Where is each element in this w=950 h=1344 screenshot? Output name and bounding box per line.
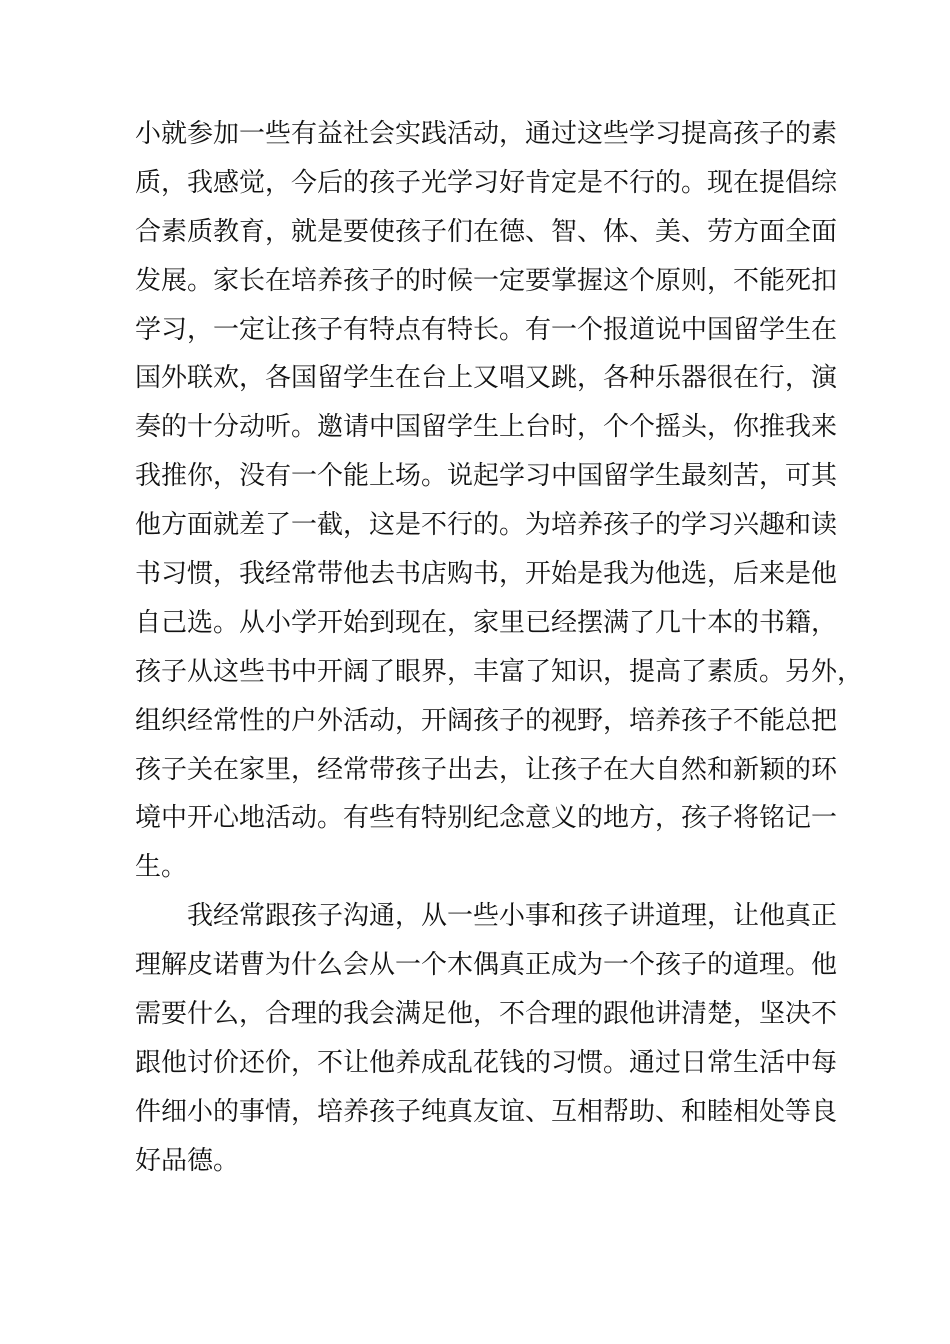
text-line: 合素质教育，就是要使孩子们在德、智、体、美、劳方面全面 bbox=[135, 216, 838, 247]
text-line: 我推你，没有一个能上场。说起学习中国留学生最刻苦，可其 bbox=[135, 461, 838, 492]
text-line: 国外联欢，各国留学生在台上又唱又跳，各种乐器很在行，演 bbox=[135, 363, 838, 394]
text-line: 件细小的事情，培养孩子纯真友谊、互相帮助、和睦相处等良 bbox=[135, 1096, 838, 1127]
text-line: 理解皮诺曹为什么会从一个木偶真正成为一个孩子的道理。他 bbox=[135, 950, 838, 981]
text-line: 孩子关在家里，经常带孩子出去，让孩子在大自然和新颖的环 bbox=[135, 754, 838, 785]
text-line: 我经常跟孩子沟通，从一些小事和孩子讲道理，让他真正 bbox=[187, 901, 838, 932]
text-line: 发展。家长在培养孩子的时候一定要掌握这个原则，不能死扣 bbox=[135, 265, 838, 296]
document-body bbox=[135, 110, 864, 1186]
text-line: 学习，一定让孩子有特点有特长。有一个报道说中国留学生在 bbox=[135, 314, 838, 345]
text-line: 自己选。从小学开始到现在，家里已经摆满了几十本的书籍， bbox=[135, 607, 838, 638]
text-line: 组织经常性的户外活动，开阔孩子的视野，培养孩子不能总把 bbox=[135, 705, 838, 736]
text-line: 跟他讨价还价，不让他养成乱花钱的习惯。通过日常生活中每 bbox=[135, 1047, 838, 1078]
text-line: 境中开心地活动。有些有特别纪念意义的地方，孩子将铭记一 bbox=[135, 803, 838, 834]
text-line: 质，我感觉，今后的孩子光学习好肯定是不行的。现在提倡综 bbox=[135, 167, 838, 198]
text-line: 好品德。 bbox=[135, 1145, 240, 1176]
text-line: 生。 bbox=[135, 852, 188, 883]
text-line: 小就参加一些有益社会实践活动，通过这些学习提高孩子的素 bbox=[135, 119, 838, 149]
text-line: 书习惯，我经常带他去书店购书，开始是我为他选，后来是他 bbox=[135, 559, 838, 590]
paragraph-1 bbox=[135, 110, 864, 892]
text-line: 奏的十分动听。邀请中国留学生上台时，个个摇头，你推我来 bbox=[135, 412, 838, 443]
paragraph-2 bbox=[135, 892, 838, 1185]
text-line: 需要什么，合理的我会满足他，不合理的跟他讲清楚，坚决不 bbox=[135, 999, 838, 1030]
text-line: 他方面就差了一截，这是不行的。为培养孩子的学习兴趣和读 bbox=[135, 510, 838, 541]
text-line: 孩子从这些书中开阔了眼界，丰富了知识，提高了素质。另外， bbox=[135, 656, 864, 687]
